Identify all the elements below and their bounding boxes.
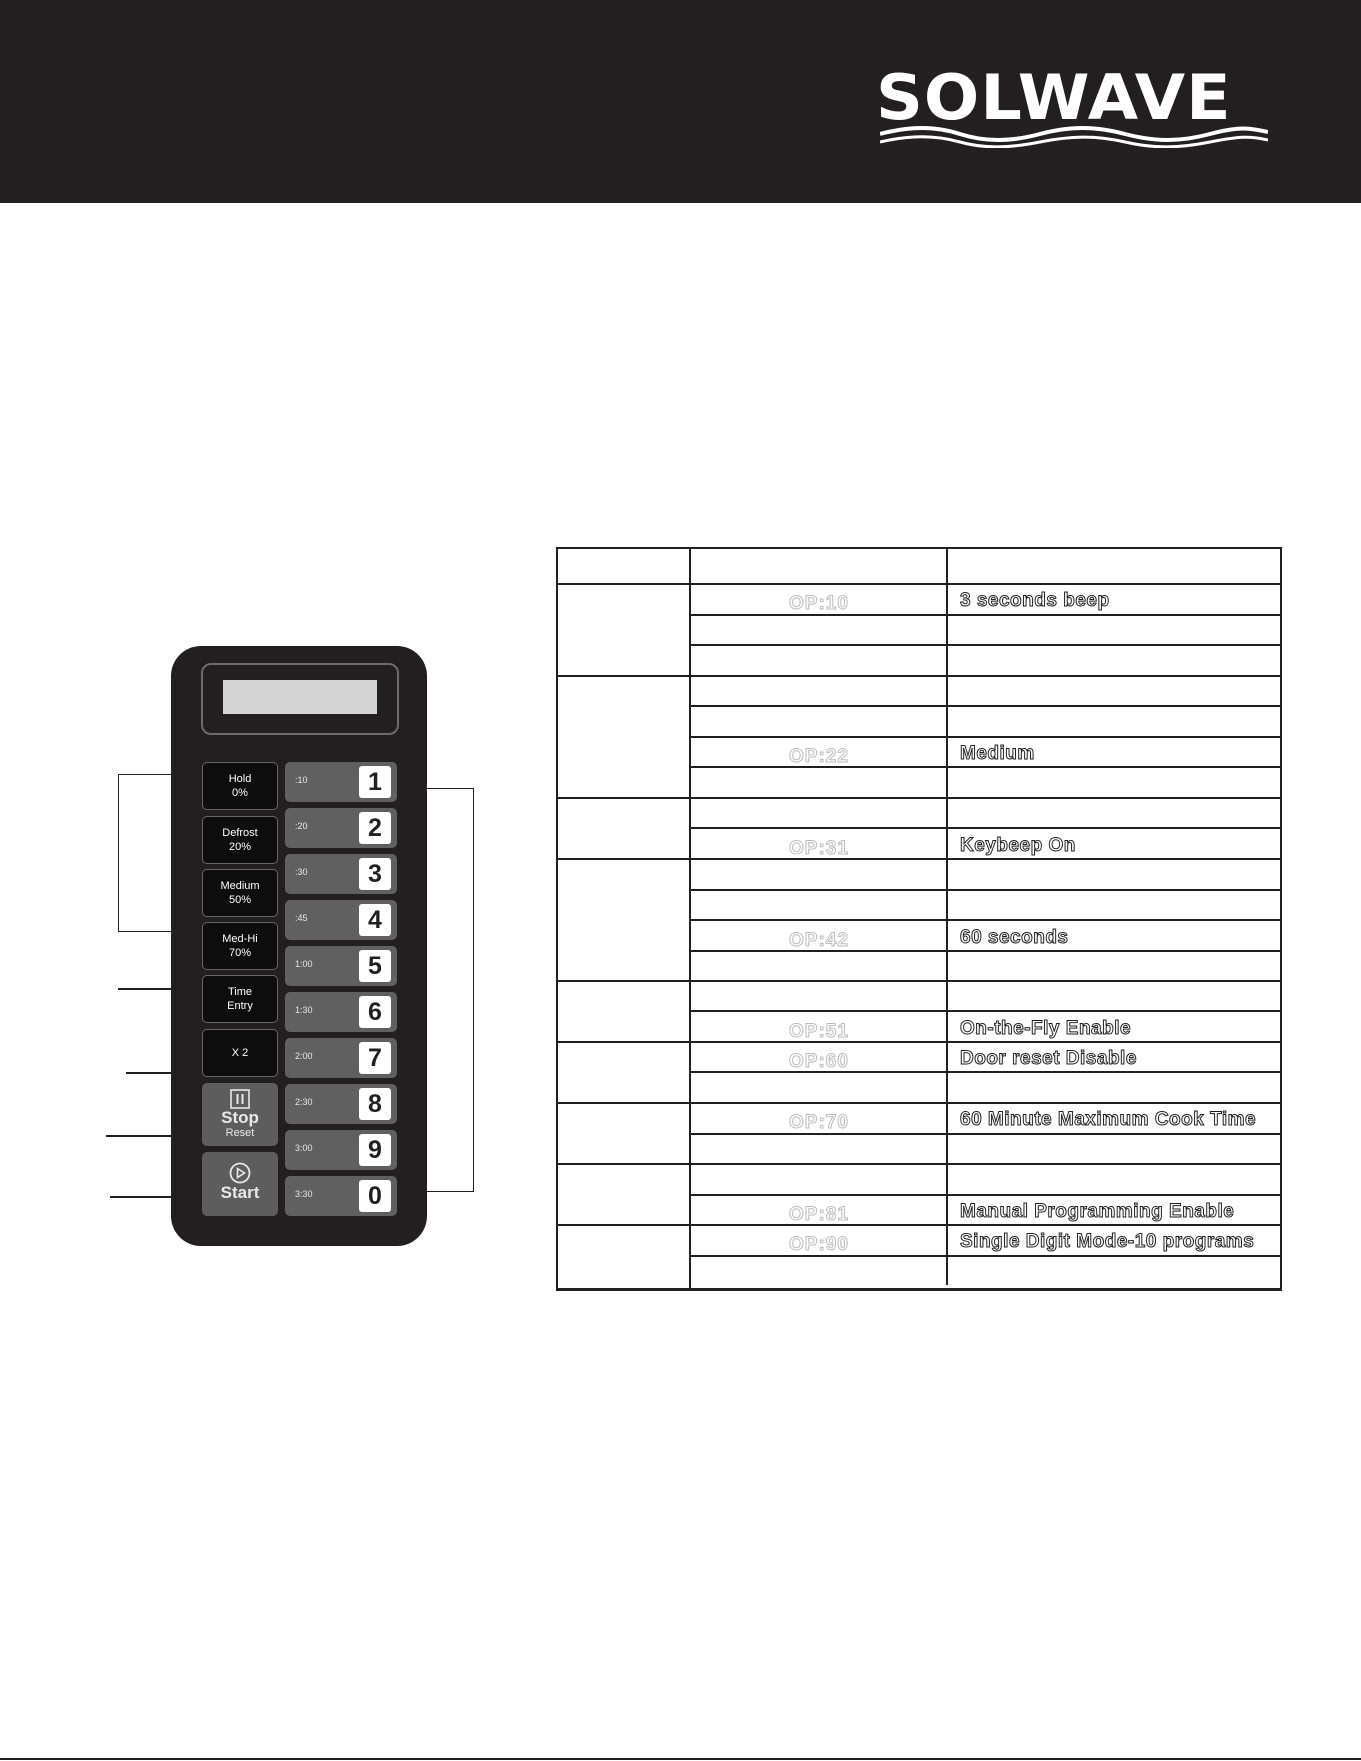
preset-time: :10 <box>295 775 308 785</box>
option-code: OP:31 <box>789 838 849 859</box>
option-code: OP:22 <box>789 746 849 767</box>
row-separator <box>689 889 1282 891</box>
option-description: Manual Programming Enable <box>960 1201 1235 1222</box>
digit: 8 <box>359 1088 391 1120</box>
time-entry-sub: Entry <box>227 1000 253 1012</box>
digit: 0 <box>359 1180 391 1212</box>
med-hi-power: 70% <box>228 947 252 959</box>
stop-label: Stop <box>221 1108 259 1127</box>
defrost-button[interactable] <box>202 816 278 864</box>
play-icon <box>229 1162 251 1184</box>
option-description: Door reset Disable <box>960 1048 1137 1069</box>
option-code: OP:70 <box>789 1112 849 1133</box>
display-screen <box>223 680 377 714</box>
option-code: OP:10 <box>789 593 849 614</box>
number-key-5[interactable] <box>285 946 397 986</box>
option-code: OP:60 <box>789 1051 849 1072</box>
group-separator <box>556 1163 1282 1165</box>
time-entry-button[interactable] <box>202 975 278 1023</box>
digit: 4 <box>359 904 391 936</box>
hold-button[interactable] <box>202 762 278 810</box>
digit: 5 <box>359 950 391 982</box>
preset-time: 2:00 <box>295 1051 313 1061</box>
preset-time: :30 <box>295 867 308 877</box>
row-separator <box>689 1194 1282 1196</box>
keypad-panel <box>171 646 427 1246</box>
group-separator <box>556 980 1282 982</box>
option-code: OP:51 <box>789 1021 849 1042</box>
preset-time: 1:00 <box>295 959 313 969</box>
defrost-label: Defrost <box>222 827 258 839</box>
medium-button[interactable] <box>202 869 278 917</box>
option-description: On-the-Fly Enable <box>960 1018 1132 1039</box>
time-entry-label: Time <box>227 986 253 998</box>
hold-label: Hold <box>228 773 252 785</box>
digit: 1 <box>359 766 391 798</box>
option-description: 60 Minute Maximum Cook Time <box>960 1109 1257 1130</box>
start-callout-line <box>110 1196 171 1198</box>
table-border-top <box>556 547 1282 549</box>
group-separator <box>556 797 1282 799</box>
number-key-8[interactable] <box>285 1084 397 1124</box>
digit: 3 <box>359 858 391 890</box>
row-separator <box>689 705 1282 707</box>
option-description: 3 seconds beep <box>960 590 1110 611</box>
option-description: Single Digit Mode-10 programs <box>960 1231 1255 1252</box>
pause-icon <box>230 1089 250 1109</box>
group-separator <box>556 1102 1282 1104</box>
preset-time: 3:00 <box>295 1143 313 1153</box>
number-key-7[interactable] <box>285 1038 397 1078</box>
wave-icon <box>880 126 1268 148</box>
table-border-left <box>556 547 558 1290</box>
preset-time: 2:30 <box>295 1097 313 1107</box>
digit: 7 <box>359 1042 391 1074</box>
display-frame <box>201 663 399 735</box>
preset-time: 1:30 <box>295 1005 313 1015</box>
option-code: OP:42 <box>789 930 849 951</box>
brand-name: SOLWAVE <box>876 61 1232 134</box>
options-table <box>556 547 1282 1290</box>
hold-power: 0% <box>232 787 248 799</box>
preset-time: :20 <box>295 821 308 831</box>
option-description: 60 seconds <box>960 927 1069 948</box>
number-keys-bracket <box>427 788 474 1192</box>
number-key-1[interactable] <box>285 762 397 802</box>
med-hi-label: Med-Hi <box>222 933 258 945</box>
row-separator <box>689 1010 1282 1012</box>
number-key-0[interactable] <box>285 1176 397 1216</box>
digit: 2 <box>359 812 391 844</box>
digit: 6 <box>359 996 391 1028</box>
power-keys-bracket <box>118 774 172 932</box>
defrost-power: 20% <box>228 841 252 853</box>
medium-power: 50% <box>228 894 252 906</box>
option-description: Medium <box>960 743 1035 764</box>
row-separator <box>689 644 1282 646</box>
digit: 9 <box>359 1134 391 1166</box>
row-separator <box>689 919 1282 921</box>
x2-label: X 2 <box>231 1047 249 1059</box>
table-column-divider <box>946 547 948 1285</box>
start-label: Start <box>220 1183 260 1202</box>
number-key-2[interactable] <box>285 808 397 848</box>
group-separator <box>556 675 1282 677</box>
preset-time: :45 <box>295 913 308 923</box>
number-key-3[interactable] <box>285 854 397 894</box>
header-bar <box>0 0 1361 203</box>
group-separator <box>556 583 1282 585</box>
brand-logo <box>876 60 1272 150</box>
option-description: Keybeep On <box>960 835 1076 856</box>
row-separator <box>689 827 1282 829</box>
med-hi-button[interactable] <box>202 922 278 970</box>
time-entry-callout-line <box>118 988 171 990</box>
x2-callout-line <box>126 1072 171 1074</box>
row-separator <box>689 736 1282 738</box>
number-key-9[interactable] <box>285 1130 397 1170</box>
number-key-4[interactable] <box>285 900 397 940</box>
x2-button[interactable] <box>202 1029 278 1077</box>
reset-label: Reset <box>225 1127 255 1139</box>
stop-callout-line <box>106 1135 171 1137</box>
option-code: OP:90 <box>789 1234 849 1255</box>
stop-reset-button[interactable] <box>202 1083 278 1146</box>
table-border-bottom <box>556 1288 1282 1291</box>
preset-time: 3:30 <box>295 1189 313 1199</box>
footer-rule <box>0 1758 1361 1760</box>
option-code: OP:81 <box>789 1204 849 1225</box>
number-key-6[interactable] <box>285 992 397 1032</box>
start-button[interactable] <box>202 1152 278 1216</box>
medium-label: Medium <box>220 880 260 892</box>
